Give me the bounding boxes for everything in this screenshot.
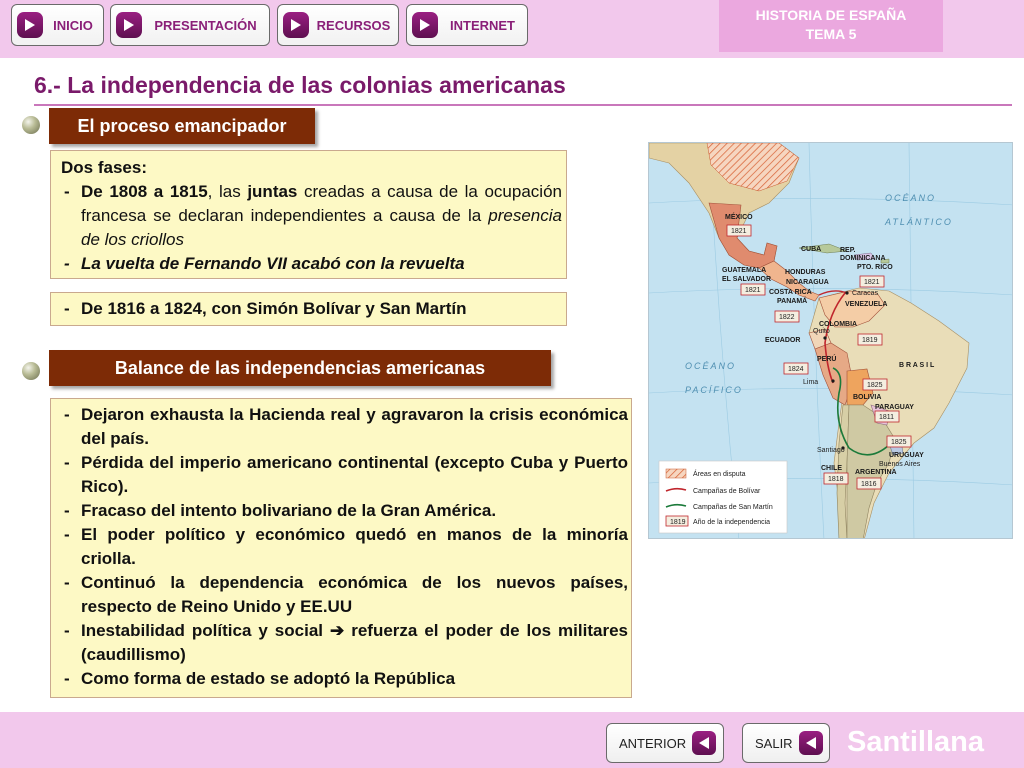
independence-map <box>648 142 1013 539</box>
balance-item: - Como forma de estado se adoptó la República <box>61 667 628 691</box>
legend-label: Año de la independencia <box>693 519 771 526</box>
phase-item: - De 1808 a 1815, las juntas creadas a causa de la ocupación francesa se declaran independientes a causa de la presencia de los criollos <box>61 180 562 252</box>
ocean-label: PACÍFICO <box>685 385 743 395</box>
salir-label: SALIR <box>755 735 793 751</box>
country-label: CUBA <box>801 246 822 253</box>
balance-item: - Fracaso del intento bolivariano de la Gran América. <box>61 499 628 523</box>
country-label: ECUADOR <box>765 337 801 344</box>
legend-disputed-swatch <box>666 469 686 478</box>
city-label: Lima <box>803 379 819 386</box>
nav-presentacion-label: PRESENTACIÓN <box>154 17 257 33</box>
title-divider <box>34 104 1012 106</box>
country-label: REP. <box>840 247 856 254</box>
year-box <box>775 311 799 322</box>
phase-two-box <box>50 292 567 326</box>
ocean-label: OCÉANO <box>885 193 937 203</box>
country-label: MÉXICO <box>725 214 753 221</box>
svg-text:1825: 1825 <box>867 382 883 389</box>
country-label: URUGUAY <box>889 452 924 459</box>
page-title: 6.- La independencia de las colonias americanas <box>34 72 566 98</box>
country-label: CHILE <box>821 465 842 472</box>
ocean-label: OCÉANO <box>685 361 737 371</box>
year-box <box>875 411 899 422</box>
year-box <box>858 334 882 345</box>
svg-text:1825: 1825 <box>891 439 907 446</box>
balance-item: - Continuó la dependencia económica de los nuevos países, respecto de Reino Unido y EE.UU <box>61 571 628 619</box>
play-icon <box>283 12 309 38</box>
city-label: Quito <box>813 328 830 335</box>
legend-label: Campañas de San Martín <box>693 504 773 511</box>
country-label: NICARAGUA <box>786 279 829 286</box>
balance-item: - El poder político y económico quedó en manos de la minoría criolla. <box>61 523 628 571</box>
section-heading-proceso: El proceso emancipador <box>49 108 315 144</box>
balance-item: - Pérdida del imperio americano continental (excepto Cuba y Puerto Rico). <box>61 451 628 499</box>
phase-item: - De 1816 a 1824, con Simón Bolívar y San Martín <box>61 297 562 321</box>
city-label: Buenos Aires <box>879 461 921 468</box>
country-label: PERÚ <box>817 356 837 363</box>
ocean-label: ATLÁNTICO <box>885 217 953 227</box>
play-icon <box>116 12 142 38</box>
country-label: COLOMBIA <box>819 321 858 328</box>
year-box <box>860 276 884 287</box>
back-arrow-icon <box>692 731 716 755</box>
country-label: EL SALVADOR <box>722 276 772 283</box>
arrow-right-icon: ➔ <box>329 621 345 640</box>
nav-inicio-label: INICIO <box>53 17 93 33</box>
svg-text:1821: 1821 <box>864 279 880 286</box>
year-box <box>824 473 848 484</box>
publisher-logo: Santillana <box>847 726 984 758</box>
nav-recursos-label: RECURSOS <box>316 17 391 33</box>
course-header <box>719 0 943 52</box>
nav-presentacion-button[interactable] <box>110 4 270 46</box>
svg-text:1811: 1811 <box>879 414 895 421</box>
balance-box <box>50 398 632 698</box>
year-box <box>784 363 808 374</box>
section-bullet-icon <box>22 116 40 134</box>
svg-text:1821: 1821 <box>745 287 761 294</box>
play-icon <box>412 12 438 38</box>
country-label: BOLIVIA <box>853 394 882 401</box>
back-arrow-icon <box>799 731 823 755</box>
nav-inicio-button[interactable] <box>11 4 104 46</box>
svg-text:1816: 1816 <box>861 481 877 488</box>
legend-year-box: 1819 <box>670 519 686 526</box>
anterior-label: ANTERIOR <box>619 735 687 751</box>
salir-button[interactable] <box>742 723 830 763</box>
svg-text:1822: 1822 <box>779 314 795 321</box>
country-label: DOMINICANA <box>840 255 886 262</box>
play-icon <box>17 12 43 38</box>
course-unit: TEMA 5 <box>805 26 857 42</box>
anterior-button[interactable] <box>606 723 724 763</box>
country-label: HONDURAS <box>785 269 826 276</box>
map-legend <box>659 461 787 533</box>
year-box <box>863 379 887 390</box>
svg-text:1819: 1819 <box>862 337 878 344</box>
svg-text:1821: 1821 <box>731 228 747 235</box>
course-title: HISTORIA DE ESPAÑA <box>755 7 907 23</box>
country-label: COSTA RICA <box>769 289 812 296</box>
country-label: ARGENTINA <box>855 469 897 476</box>
phases-title: Dos fases: <box>61 158 147 177</box>
svg-text:1824: 1824 <box>788 366 804 373</box>
country-label: B R A S I L <box>899 362 935 369</box>
country-label: PANAMÁ <box>777 298 808 305</box>
legend-label: Campañas de Bolívar <box>693 488 761 495</box>
year-box <box>857 478 881 489</box>
phases-box <box>50 150 567 279</box>
balance-item: - Inestabilidad política y social ➔ refuerza el poder de los militares (caudillismo) <box>61 619 628 667</box>
country-label: GUATEMALA <box>722 267 767 274</box>
section-bullet-icon <box>22 362 40 380</box>
legend-label: Áreas en disputa <box>693 471 746 478</box>
country-label: VENEZUELA <box>845 301 888 308</box>
nav-internet-button[interactable] <box>406 4 528 46</box>
year-box <box>727 225 751 236</box>
section-heading-balance: Balance de las independencias americanas <box>49 350 551 386</box>
country-label: PARAGUAY <box>875 404 914 411</box>
city-label: Caracas <box>852 290 879 297</box>
year-box <box>887 436 911 447</box>
svg-text:1818: 1818 <box>828 476 844 483</box>
phase-item: - La vuelta de Fernando VII acabó con la revuelta <box>61 252 562 276</box>
nav-recursos-button[interactable] <box>277 4 399 46</box>
year-box <box>741 284 765 295</box>
city-label: Santiago <box>817 447 845 454</box>
nav-internet-label: INTERNET <box>450 17 515 33</box>
country-label: PTO. RICO <box>857 264 893 271</box>
balance-item: - Dejaron exhausta la Hacienda real y agravaron la crisis económica del país. <box>61 403 628 451</box>
